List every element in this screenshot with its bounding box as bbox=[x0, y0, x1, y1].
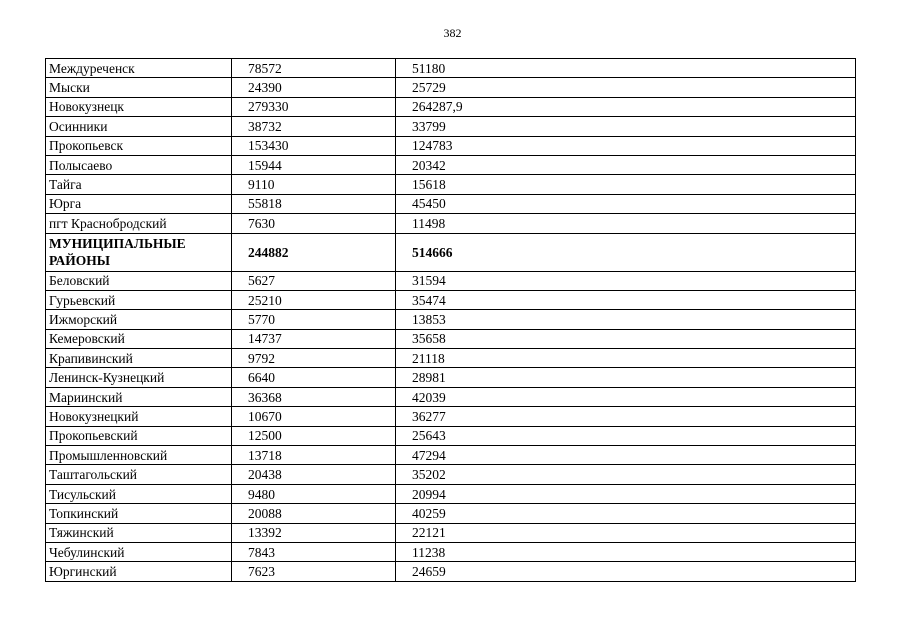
row-name-cell: Ижморский bbox=[46, 310, 232, 329]
row-value-col2-cell: 20088 bbox=[232, 504, 396, 523]
row-value-col2-cell: 36368 bbox=[232, 387, 396, 406]
row-name-cell: Кемеровский bbox=[46, 329, 232, 348]
row-value-col2-cell: 78572 bbox=[232, 59, 396, 78]
row-value-col3-cell: 28981 bbox=[396, 368, 856, 387]
table-row bbox=[46, 368, 856, 387]
row-value-col2-cell: 9110 bbox=[232, 175, 396, 194]
table-row bbox=[46, 465, 856, 484]
table-row bbox=[46, 426, 856, 445]
row-value-col3-cell: 36277 bbox=[396, 407, 856, 426]
row-value-col2-cell: 6640 bbox=[232, 368, 396, 387]
table-row bbox=[46, 446, 856, 465]
row-value-col3-cell: 124783 bbox=[396, 136, 856, 155]
row-name-cell: Топкинский bbox=[46, 504, 232, 523]
row-value-col2-cell: 5627 bbox=[232, 271, 396, 290]
row-name-cell: Тяжинский bbox=[46, 523, 232, 542]
row-value-col2-cell: 7630 bbox=[232, 214, 396, 233]
row-name-cell: Таштагольский bbox=[46, 465, 232, 484]
row-value-col2-cell: 55818 bbox=[232, 194, 396, 213]
row-value-col3-cell: 13853 bbox=[396, 310, 856, 329]
table-row bbox=[46, 562, 856, 581]
row-name-cell: Междуреченск bbox=[46, 59, 232, 78]
row-value-col2-cell: 10670 bbox=[232, 407, 396, 426]
table-row bbox=[46, 59, 856, 78]
row-value-col3-cell: 47294 bbox=[396, 446, 856, 465]
row-value-col2-cell: 244882 bbox=[232, 233, 396, 271]
row-name-cell: Мыски bbox=[46, 78, 232, 97]
row-name-cell: Осинники bbox=[46, 117, 232, 136]
row-value-col3-cell: 24659 bbox=[396, 562, 856, 581]
row-value-col3-cell: 22121 bbox=[396, 523, 856, 542]
table-body bbox=[46, 59, 856, 582]
row-name-cell: Мариинский bbox=[46, 387, 232, 406]
row-name-cell: Тайга bbox=[46, 175, 232, 194]
table-row bbox=[46, 290, 856, 309]
row-value-col2-cell: 13718 bbox=[232, 446, 396, 465]
row-name-cell: Новокузнецк bbox=[46, 97, 232, 116]
row-value-col2-cell: 7623 bbox=[232, 562, 396, 581]
row-value-col2-cell: 7843 bbox=[232, 542, 396, 561]
row-value-col2-cell: 12500 bbox=[232, 426, 396, 445]
row-value-col2-cell: 14737 bbox=[232, 329, 396, 348]
row-name-cell: Новокузнецкий bbox=[46, 407, 232, 426]
table-row bbox=[46, 387, 856, 406]
row-value-col3-cell: 514666 bbox=[396, 233, 856, 271]
row-value-col2-cell: 5770 bbox=[232, 310, 396, 329]
row-value-col2-cell: 9792 bbox=[232, 349, 396, 368]
row-value-col2-cell: 153430 bbox=[232, 136, 396, 155]
table-row bbox=[46, 78, 856, 97]
row-value-col3-cell: 20342 bbox=[396, 155, 856, 174]
table-row bbox=[46, 175, 856, 194]
row-value-col2-cell: 24390 bbox=[232, 78, 396, 97]
row-value-col3-cell: 25643 bbox=[396, 426, 856, 445]
row-value-col2-cell: 38732 bbox=[232, 117, 396, 136]
row-value-col3-cell: 40259 bbox=[396, 504, 856, 523]
row-name-cell: Тисульский bbox=[46, 484, 232, 503]
row-value-col3-cell: 35474 bbox=[396, 290, 856, 309]
row-value-col2-cell: 13392 bbox=[232, 523, 396, 542]
table-row bbox=[46, 271, 856, 290]
row-value-col3-cell: 35658 bbox=[396, 329, 856, 348]
row-name-cell: Юрга bbox=[46, 194, 232, 213]
row-name-cell: Чебулинский bbox=[46, 542, 232, 561]
row-name-cell: Прокопьевск bbox=[46, 136, 232, 155]
row-name-cell: Промышленновский bbox=[46, 446, 232, 465]
table-row bbox=[46, 97, 856, 116]
table-row bbox=[46, 329, 856, 348]
table-row bbox=[46, 136, 856, 155]
section-row bbox=[46, 233, 856, 271]
row-value-col2-cell: 20438 bbox=[232, 465, 396, 484]
row-value-col3-cell: 25729 bbox=[396, 78, 856, 97]
row-value-col2-cell: 15944 bbox=[232, 155, 396, 174]
row-value-col3-cell: 31594 bbox=[396, 271, 856, 290]
table-row bbox=[46, 484, 856, 503]
row-name-cell: Прокопьевский bbox=[46, 426, 232, 445]
row-value-col3-cell: 45450 bbox=[396, 194, 856, 213]
row-name-cell: Юргинский bbox=[46, 562, 232, 581]
table-row bbox=[46, 407, 856, 426]
row-name-cell: МУНИЦИПАЛЬНЫЕ РАЙОНЫ bbox=[46, 233, 232, 271]
page-number: 382 bbox=[443, 26, 462, 40]
row-name-cell: пгт Краснобродский bbox=[46, 214, 232, 233]
table-row bbox=[46, 504, 856, 523]
row-value-col2-cell: 279330 bbox=[232, 97, 396, 116]
row-value-col3-cell: 11498 bbox=[396, 214, 856, 233]
row-value-col2-cell: 25210 bbox=[232, 290, 396, 309]
row-value-col3-cell: 21118 bbox=[396, 349, 856, 368]
data-table bbox=[45, 58, 856, 582]
row-value-col3-cell: 42039 bbox=[396, 387, 856, 406]
table-row bbox=[46, 542, 856, 561]
row-value-col2-cell: 9480 bbox=[232, 484, 396, 503]
row-value-col3-cell: 33799 bbox=[396, 117, 856, 136]
row-name-cell: Полысаево bbox=[46, 155, 232, 174]
row-name-cell: Ленинск-Кузнецкий bbox=[46, 368, 232, 387]
table-row bbox=[46, 349, 856, 368]
row-name-cell: Гурьевский bbox=[46, 290, 232, 309]
row-value-col3-cell: 11238 bbox=[396, 542, 856, 561]
table-row bbox=[46, 214, 856, 233]
row-value-col3-cell: 15618 bbox=[396, 175, 856, 194]
row-value-col3-cell: 35202 bbox=[396, 465, 856, 484]
table-row bbox=[46, 155, 856, 174]
row-value-col3-cell: 20994 bbox=[396, 484, 856, 503]
table-row bbox=[46, 117, 856, 136]
row-value-col3-cell: 264287,9 bbox=[396, 97, 856, 116]
table-row bbox=[46, 194, 856, 213]
row-name-cell: Беловский bbox=[46, 271, 232, 290]
row-name-cell: Крапивинский bbox=[46, 349, 232, 368]
row-value-col3-cell: 51180 bbox=[396, 59, 856, 78]
table-row bbox=[46, 523, 856, 542]
table-row bbox=[46, 310, 856, 329]
